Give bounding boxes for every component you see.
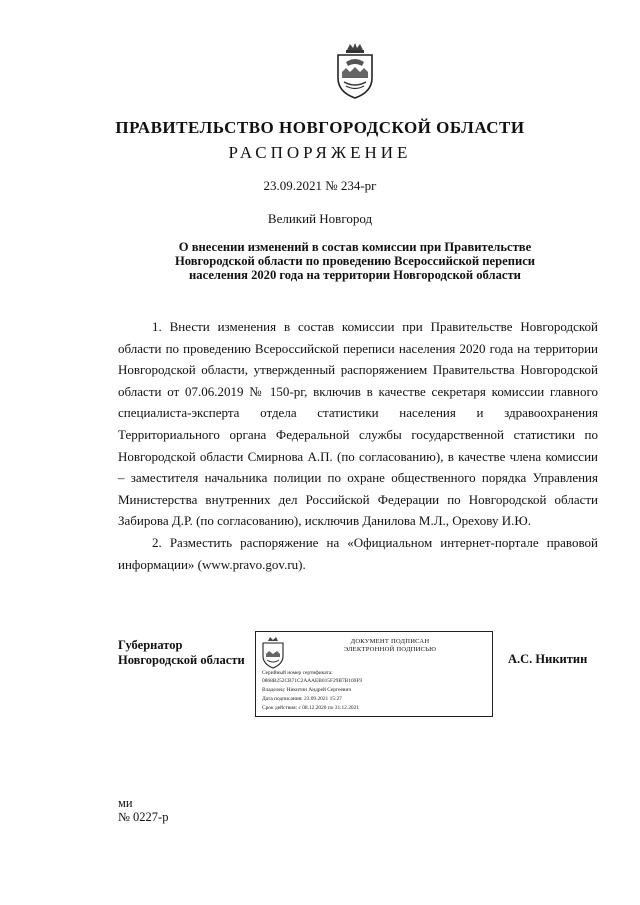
- stamp-heading-line: ДОКУМЕНТ ПОДПИСАН: [350, 638, 430, 645]
- stamp-signed-date: Дата подписания: 23.09.2021 15:27: [262, 696, 342, 702]
- registration-number: № 0227-р: [118, 810, 169, 824]
- subject-line: Новгородской области по проведению Всероссийской переписи: [174, 254, 536, 268]
- paragraph-2: 2. Разместить распоряжение на «Официальном интернет-портале правовой информации» (www.pravo.gov.ru).: [118, 534, 598, 572]
- city: Великий Новгород: [267, 211, 373, 226]
- document-type: РАСПОРЯЖЕНИЕ: [228, 143, 412, 162]
- stamp-validity: Срок действия: с 08.12.2020 по 31.12.2021: [262, 705, 360, 711]
- stamp-heading-line: ЭЛЕКТРОННОЙ ПОДПИСЬЮ: [343, 646, 437, 653]
- paragraph-1: 1. Внести изменения в состав комиссии при Правительстве Новгородской области по проведению Всероссийской переписи населения 2020 года на территории Новгородской области, утвержденный распоряжением Правительства Новгородской области от 07.06.2019 № 150-рг, включив в качестве секретаря комиссии главного специалиста-эксперта отдела статистики населения и здравоохранения Территориального органа Федеральной службы государственной статистики по Новгородской области Смирнова А.П. (по согласованию), в качестве члена комиссии – заместителя начальника полиции по охране общественного порядка Управления Министерства внутренних дел Российской Федерации по Новгородской области Забирова Д.Р. (по согласованию), исключив Данилова М.Л., Орехову И.Ю.: [118, 319, 598, 529]
- stamp-owner: Владелец: Никитин Андрей Сергеевич: [262, 687, 352, 693]
- document-subject: [130, 240, 580, 282]
- electronic-signature-stamp: [255, 631, 493, 717]
- stamp-emblem-icon: [260, 637, 286, 669]
- date-and-number: 23.09.2021 № 234-рг: [263, 178, 377, 193]
- coat-of-arms-emblem: [332, 42, 378, 100]
- organization-title: ПРАВИТЕЛЬСТВО НОВГОРОДСКОЙ ОБЛАСТИ: [115, 118, 525, 137]
- signatory-title: [118, 638, 245, 668]
- stamp-cert-number: 0868B252CB71C2AAAEB015F29B7B169F9: [262, 678, 363, 684]
- subject-line: населения 2020 года на территории Новгородской области: [189, 268, 521, 282]
- subject-line: О внесении изменений в состав комиссии при Правительстве: [178, 240, 532, 254]
- signer-name: А.С. Никитин: [508, 652, 588, 666]
- signatory-title-line: Новгородской области: [118, 653, 245, 667]
- document-body: [118, 316, 598, 575]
- stamp-cert-label: Серийный номер сертификата:: [262, 670, 333, 676]
- stamp-heading: [290, 638, 490, 654]
- executor-initials: ми: [118, 796, 133, 810]
- signatory-title-line: Губернатор: [118, 638, 183, 652]
- document-registration-code: [118, 796, 168, 824]
